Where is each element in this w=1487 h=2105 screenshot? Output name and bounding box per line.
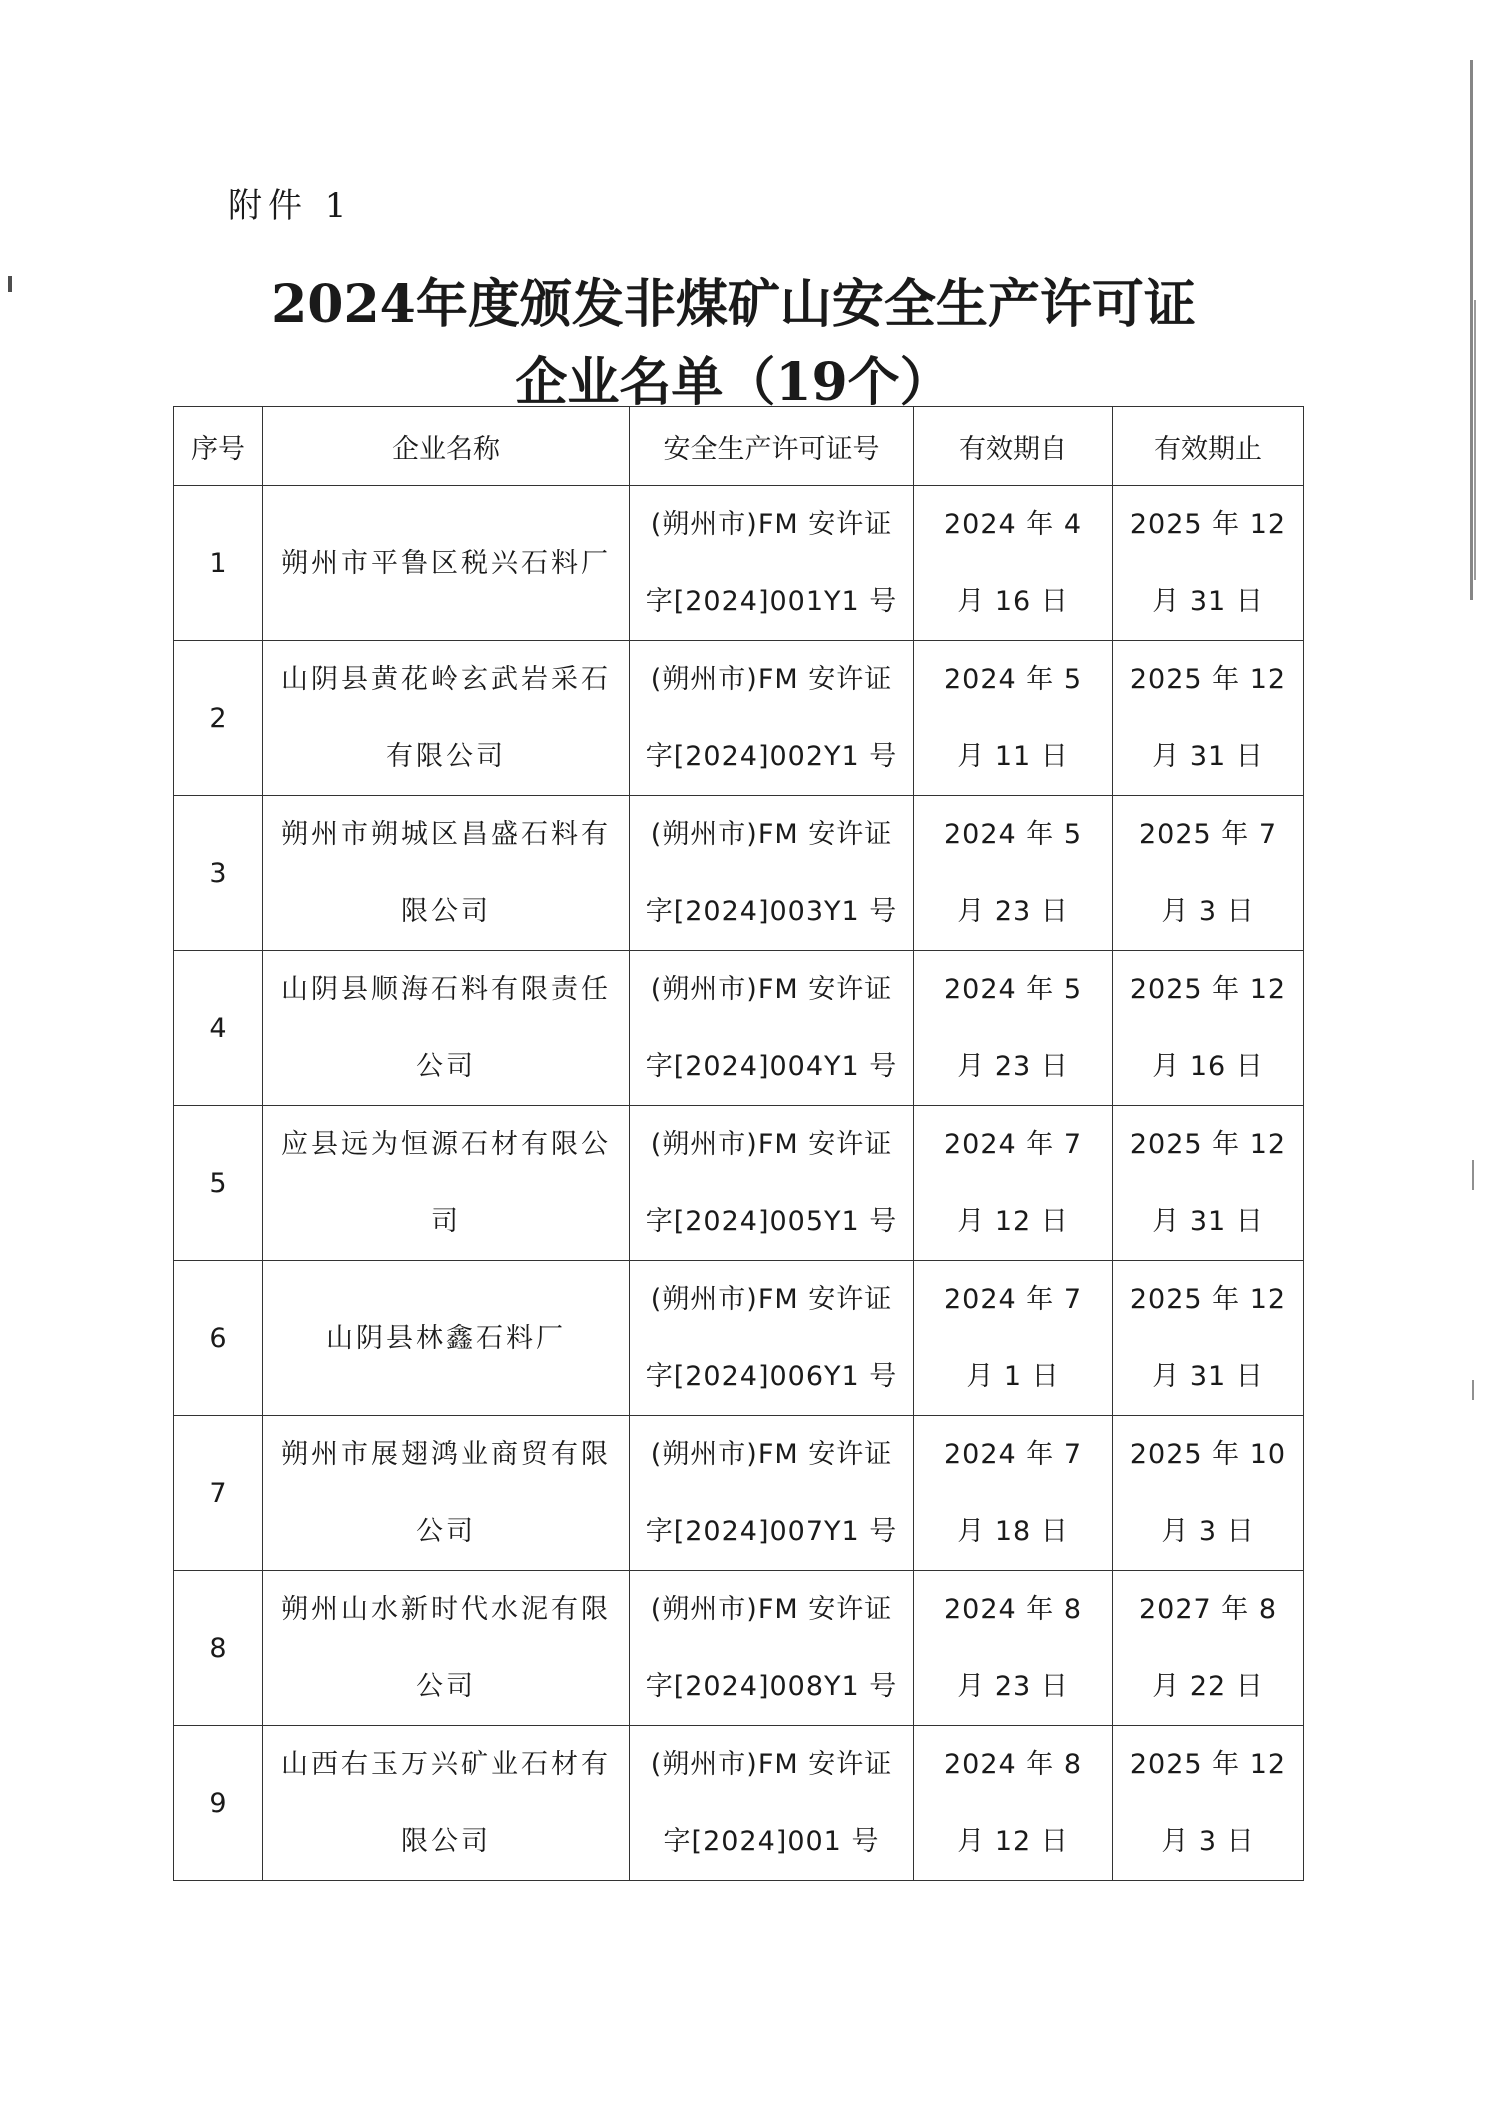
valid-to-text: 2025 年 12 月 16 日 <box>1129 974 1287 1082</box>
company-name <box>263 796 630 951</box>
license-number-text: (朔州市)FM 安许证字[2024]007Y1 号 <box>645 1439 898 1547</box>
valid-from-text: 2024 年 8 月 12 日 <box>943 1749 1083 1857</box>
license-number <box>630 486 914 641</box>
header-valid-from: 有效期自 <box>914 407 1113 486</box>
valid-from <box>914 796 1113 951</box>
company-name-text: 朔州市展翅鸿业商贸有限公司 <box>281 1439 611 1547</box>
company-name <box>263 486 630 641</box>
license-number <box>630 1726 914 1881</box>
table-row <box>174 1261 1304 1416</box>
row-index: 9 <box>174 1726 263 1881</box>
valid-to-text: 2025 年 12 月 31 日 <box>1129 509 1287 617</box>
header-company: 企业名称 <box>263 407 630 486</box>
company-name-text: 山阴县顺海石料有限责任公司 <box>281 974 611 1082</box>
valid-from <box>914 1571 1113 1726</box>
company-name-text: 应县远为恒源石材有限公司 <box>281 1129 611 1237</box>
row-index: 2 <box>174 641 263 796</box>
valid-to-text: 2025 年 10 月 3 日 <box>1129 1439 1287 1547</box>
valid-to <box>1113 1571 1304 1726</box>
table-row <box>174 1416 1304 1571</box>
scan-edge-mark <box>1474 300 1476 580</box>
company-name-text: 朔州山水新时代水泥有限公司 <box>281 1594 611 1702</box>
valid-to <box>1113 641 1304 796</box>
license-number-text: (朔州市)FM 安许证字[2024]001 号 <box>650 1749 893 1857</box>
table-row <box>174 796 1304 951</box>
row-index: 8 <box>174 1571 263 1726</box>
table-row <box>174 1726 1304 1881</box>
valid-to <box>1113 1106 1304 1261</box>
valid-from-text: 2024 年 5 月 23 日 <box>943 819 1083 927</box>
valid-from <box>914 1261 1113 1416</box>
license-number <box>630 1106 914 1261</box>
valid-from-text: 2024 年 7 月 12 日 <box>943 1129 1083 1237</box>
valid-from-text: 2024 年 7 月 18 日 <box>943 1439 1083 1547</box>
table-body <box>174 486 1304 1881</box>
table-row <box>174 1571 1304 1726</box>
company-name <box>263 1571 630 1726</box>
valid-to <box>1113 951 1304 1106</box>
header-license: 安全生产许可证号 <box>630 407 914 486</box>
valid-to-text: 2025 年 12 月 31 日 <box>1129 664 1287 772</box>
scan-edge-mark <box>1472 1160 1474 1190</box>
valid-to <box>1113 796 1304 951</box>
attachment-label: 附件 1 <box>228 186 353 226</box>
license-table <box>173 406 1304 1881</box>
table-row <box>174 641 1304 796</box>
table-row <box>174 486 1304 641</box>
company-name-text: 山西右玉万兴矿业石材有限公司 <box>281 1749 611 1857</box>
row-index: 3 <box>174 796 263 951</box>
company-name <box>263 1261 630 1416</box>
scan-edge-mark <box>1470 60 1473 600</box>
valid-from-text: 2024 年 8 月 23 日 <box>943 1594 1083 1702</box>
table-row <box>174 1106 1304 1261</box>
document-title-line-2: 企业名单（19个） <box>515 352 952 413</box>
license-number-text: (朔州市)FM 安许证字[2024]005Y1 号 <box>645 1129 898 1237</box>
license-number-text: (朔州市)FM 安许证字[2024]006Y1 号 <box>645 1284 898 1392</box>
valid-from <box>914 1416 1113 1571</box>
license-number-text: (朔州市)FM 安许证字[2024]001Y1 号 <box>645 509 898 617</box>
document-title-line-1: 2024年度颁发非煤矿山安全生产许可证 <box>271 274 1196 335</box>
company-name <box>263 641 630 796</box>
valid-from <box>914 1726 1113 1881</box>
scan-edge-mark <box>1472 1380 1474 1400</box>
license-number <box>630 796 914 951</box>
license-number <box>630 1416 914 1571</box>
company-name-text: 朔州市朔城区昌盛石料有限公司 <box>281 819 611 927</box>
company-name <box>263 951 630 1106</box>
company-name-text: 朔州市平鲁区税兴石料厂 <box>281 547 611 579</box>
table-row <box>174 951 1304 1106</box>
company-name <box>263 1106 630 1261</box>
row-index: 1 <box>174 486 263 641</box>
license-number-text: (朔州市)FM 安许证字[2024]002Y1 号 <box>645 664 898 772</box>
valid-to-text: 2025 年 7 月 3 日 <box>1138 819 1278 927</box>
license-number <box>630 641 914 796</box>
company-name-text: 山阴县黄花岭玄武岩采石有限公司 <box>281 664 611 772</box>
valid-to-text: 2025 年 12 月 3 日 <box>1129 1749 1287 1857</box>
valid-to <box>1113 1726 1304 1881</box>
valid-to <box>1113 486 1304 641</box>
valid-to-text: 2027 年 8 月 22 日 <box>1138 1594 1278 1702</box>
row-index: 7 <box>174 1416 263 1571</box>
valid-from <box>914 486 1113 641</box>
valid-to <box>1113 1416 1304 1571</box>
valid-to-text: 2025 年 12 月 31 日 <box>1129 1129 1287 1237</box>
valid-from-text: 2024 年 7 月 1 日 <box>943 1284 1083 1392</box>
row-index: 5 <box>174 1106 263 1261</box>
scan-edge-mark <box>8 276 12 292</box>
company-name <box>263 1416 630 1571</box>
license-number <box>630 951 914 1106</box>
valid-from-text: 2024 年 5 月 11 日 <box>943 664 1083 772</box>
license-number <box>630 1261 914 1416</box>
row-index: 4 <box>174 951 263 1106</box>
company-name-text: 山阴县林鑫石料厂 <box>326 1322 566 1354</box>
table-header-row <box>174 407 1304 486</box>
valid-to-text: 2025 年 12 月 31 日 <box>1129 1284 1287 1392</box>
valid-from <box>914 951 1113 1106</box>
valid-from <box>914 1106 1113 1261</box>
company-name <box>263 1726 630 1881</box>
valid-from-text: 2024 年 5 月 23 日 <box>943 974 1083 1082</box>
row-index: 6 <box>174 1261 263 1416</box>
license-number-text: (朔州市)FM 安许证字[2024]003Y1 号 <box>645 819 898 927</box>
license-number <box>630 1571 914 1726</box>
valid-to <box>1113 1261 1304 1416</box>
valid-from <box>914 641 1113 796</box>
license-number-text: (朔州市)FM 安许证字[2024]004Y1 号 <box>645 974 898 1082</box>
header-valid-to: 有效期止 <box>1113 407 1304 486</box>
license-number-text: (朔州市)FM 安许证字[2024]008Y1 号 <box>645 1594 898 1702</box>
valid-from-text: 2024 年 4 月 16 日 <box>943 509 1083 617</box>
header-index: 序号 <box>174 407 263 486</box>
